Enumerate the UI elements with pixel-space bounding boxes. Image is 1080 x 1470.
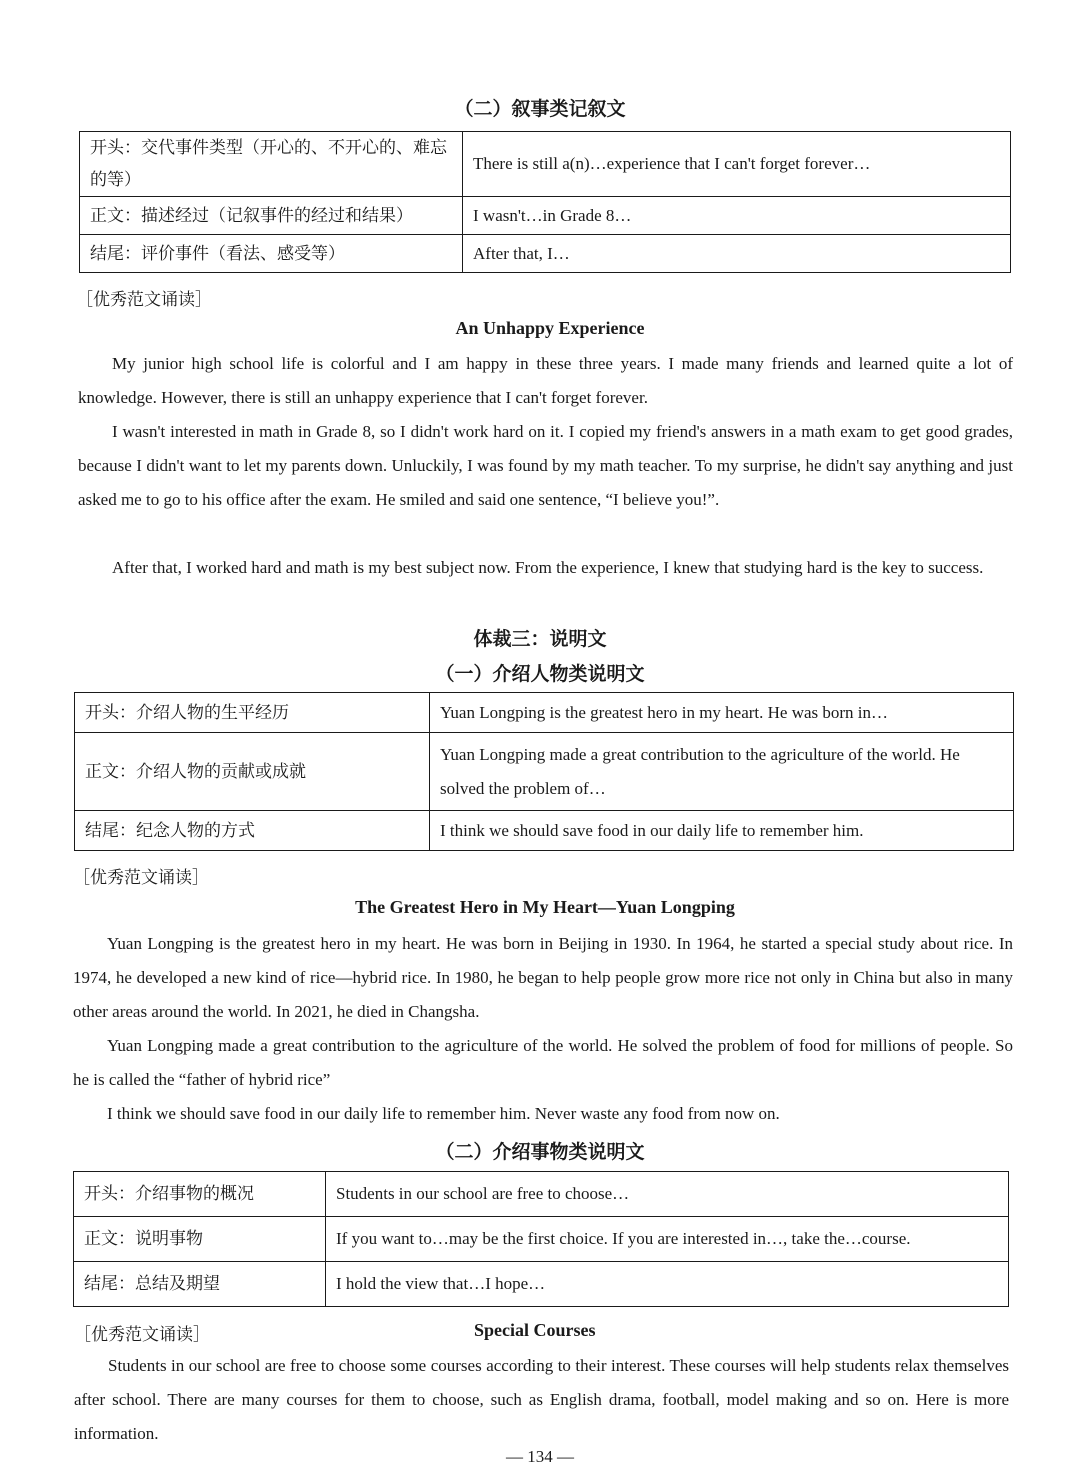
table-row <box>74 1217 1009 1262</box>
table-row <box>80 197 1011 235</box>
table-row <box>75 811 1014 851</box>
section2-essay-title: The Greatest Hero in My Heart—Yuan Longping <box>355 897 735 917</box>
outline-part: 正文：介绍人物的贡献或成就 <box>75 733 430 811</box>
section3-essay-title: Special Courses <box>474 1320 596 1340</box>
section2-outline-table <box>74 692 1014 851</box>
table-row <box>80 132 1011 197</box>
outline-part: 开头：介绍事物的概况 <box>74 1172 326 1217</box>
outline-part: 正文：说明事物 <box>74 1217 326 1262</box>
section1-paragraph: I wasn't interested in math in Grade 8, so I didn't work hard on it. I copied my friend's answers in a math exam to get good grades, because I didn't want to let my parents down. Unluckily, I was found by my math teacher. To my surprise, he didn't say anything and just asked me to go to his office after the exam. He smiled and said one sentence, “I believe you!”. <box>78 422 1013 509</box>
outline-example: I think we should save food in our daily life to remember him. <box>430 811 1014 851</box>
outline-part: 结尾：纪念人物的方式 <box>75 811 430 851</box>
section3-read-label: ［优秀范文诵读］ <box>74 1325 210 1345</box>
outline-example: Yuan Longping made a great contribution to the agriculture of the world. He solved the problem of… <box>430 733 1014 811</box>
section1-read-label: ［优秀范文诵读］ <box>76 290 212 310</box>
section1-heading: （二）叙事类记叙文 <box>454 98 626 120</box>
section1-paragraph: After that, I worked hard and math is my best subject now. From the experience, I knew that studying hard is the key to success. <box>112 558 984 577</box>
section2-paragraph: Yuan Longping made a great contribution to the agriculture of the world. He solved the problem of food for millions of people. So he is called the “father of hybrid rice” <box>73 1036 1013 1089</box>
outline-part: 结尾：总结及期望 <box>74 1262 326 1307</box>
section3-outline-table <box>73 1171 1009 1307</box>
section1-paragraph: My junior high school life is colorful and I am happy in these three years. I made many friends and learned quite a lot of knowledge. However, there is still an unhappy experience that I can't forget forever. <box>78 354 1013 407</box>
genre-heading: 体裁三：说明文 <box>473 628 607 650</box>
table-row <box>75 733 1014 811</box>
outline-part: 开头：交代事件类型（开心的、不开心的、难忘的等） <box>80 132 463 197</box>
table-row <box>75 693 1014 733</box>
outline-example: Yuan Longping is the greatest hero in my heart. He was born in… <box>430 693 1014 733</box>
outline-example: I wasn't…in Grade 8… <box>463 197 1011 235</box>
outline-part: 结尾：评价事件（看法、感受等） <box>80 235 463 273</box>
outline-part: 正文：描述经过（记叙事件的经过和结果） <box>80 197 463 235</box>
table-row <box>80 235 1011 273</box>
section3-heading: （二）介绍事物类说明文 <box>435 1141 645 1163</box>
outline-example: If you want to…may be the first choice. If you are interested in…, take the…course. <box>326 1217 1009 1262</box>
page-number: — 134 — <box>506 1447 574 1466</box>
section2-paragraph: Yuan Longping is the greatest hero in my heart. He was born in Beijing in 1930. In 1964, he started a special study about rice. In 1974, he developed a new kind of rice—hybrid rice. In 1980, he began to help people grow more rice not only in China but also in many other areas around the world. In 2021, he died in Changsha. <box>73 934 1013 1021</box>
outline-example: After that, I… <box>463 235 1011 273</box>
section3-paragraph: Students in our school are free to choose some courses according to their interest. These courses will help students relax themselves after school. There are many courses for them to choose, such as English drama, football, model making and so on. Here is more information. <box>74 1356 1009 1443</box>
section1-outline-table <box>79 131 1011 273</box>
section1-essay-title: An Unhappy Experience <box>455 318 645 338</box>
outline-example: Students in our school are free to choose… <box>326 1172 1009 1217</box>
outline-part: 开头：介绍人物的生平经历 <box>75 693 430 733</box>
section2-read-label: ［优秀范文诵读］ <box>73 868 209 888</box>
outline-example: I hold the view that…I hope… <box>326 1262 1009 1307</box>
table-row <box>74 1262 1009 1307</box>
section2-heading: （一）介绍人物类说明文 <box>435 663 645 685</box>
outline-example: There is still a(n)…experience that I can't forget forever… <box>463 132 1011 197</box>
section2-paragraph: I think we should save food in our daily life to remember him. Never waste any food from now on. <box>107 1104 780 1123</box>
table-row <box>74 1172 1009 1217</box>
